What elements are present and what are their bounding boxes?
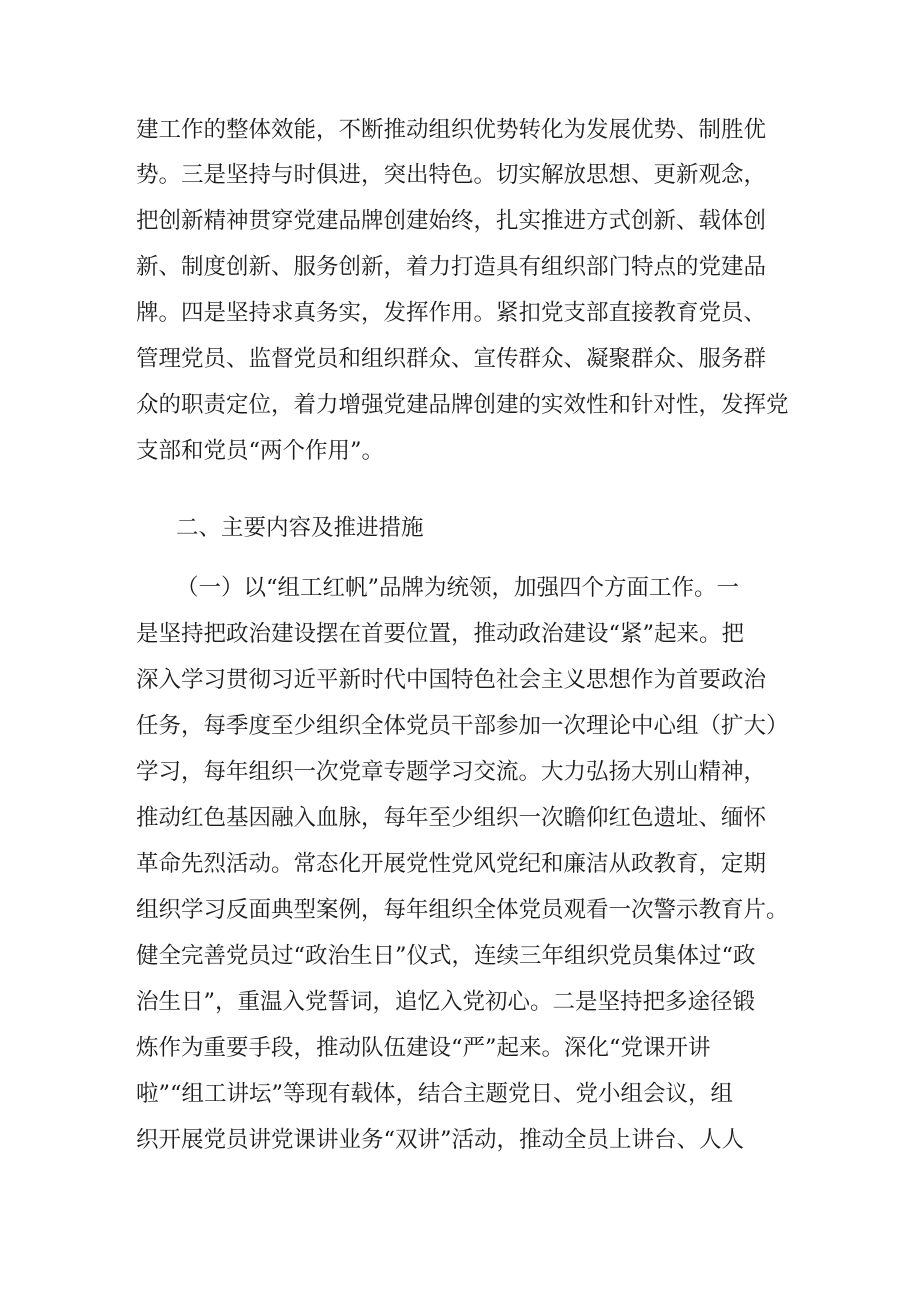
body-text-line: 把创新精神贯穿党建品牌创建始终，扎实推进方式创新、载体创: [136, 208, 767, 234]
body-text-line: 推动红色基因融入血脉，每年至少组织一次瞻仰红色遗址、缅怀: [136, 805, 767, 831]
body-text-line: 是坚持把政治建设摆在首要位置，推动政治建设“紧”起来。把: [136, 621, 745, 647]
body-text-line: 组织学习反面典型案例，每年组织全体党员观看一次警示教育片。: [136, 897, 789, 923]
body-text-line: 建工作的整体效能，不断推动组织优势转化为发展优势、制胜优: [136, 117, 767, 143]
body-text-line: 学习，每年组织一次党章专题学习交流。大力弘扬大别山精神，: [136, 759, 767, 785]
body-text-line: 支部和党员“两个作用”。: [136, 438, 385, 464]
body-text-line: 啦”“组工讲坛”等现有载体，结合主题党日、党小组会议，组: [136, 1081, 734, 1107]
body-text-line: 深入学习贯彻习近平新时代中国特色社会主义思想作为首要政治: [136, 667, 767, 693]
body-text-line: 管理党员、监督党员和组织群众、宣传群众、凝聚群众、服务群: [136, 346, 767, 372]
body-text-line: （一）以“组工红帆”品牌为统领，加强四个方面工作。一: [176, 575, 740, 601]
body-text-line: 任务，每季度至少组织全体党员干部参加一次理论中心组（扩大）: [136, 713, 789, 739]
body-text-line: 治生日”，重温入党誓词，追忆入党初心。二是坚持把多途径锻: [136, 989, 756, 1015]
body-text-line: 势。三是坚持与时俱进，突出特色。切实解放思想、更新观念，: [136, 162, 767, 188]
body-text-line: 新、制度创新、服务创新，着力打造具有组织部门特点的党建品: [136, 254, 767, 280]
body-text-line: 革命先烈活动。常态化开展党性党风党纪和廉洁从政教育，定期: [136, 851, 767, 877]
body-text-line: 健全完善党员过“政治生日”仪式，连续三年组织党员集体过“政: [136, 943, 756, 969]
body-text-line: 众的职责定位，着力增强党建品牌创建的实效性和针对性，发挥党: [136, 392, 789, 418]
body-text-line: 织开展党员讲党课讲业务“双讲”活动，推动全员上讲台、人人: [136, 1127, 745, 1153]
body-text-line: 炼作为重要手段，推动队伍建设“严”起来。深化“党课开讲: [136, 1035, 711, 1061]
body-text-line: 牌。四是坚持求真务实，发挥作用。紧扣党支部直接教育党员、: [136, 300, 767, 326]
section-heading: 二、主要内容及推进措施: [176, 515, 424, 541]
